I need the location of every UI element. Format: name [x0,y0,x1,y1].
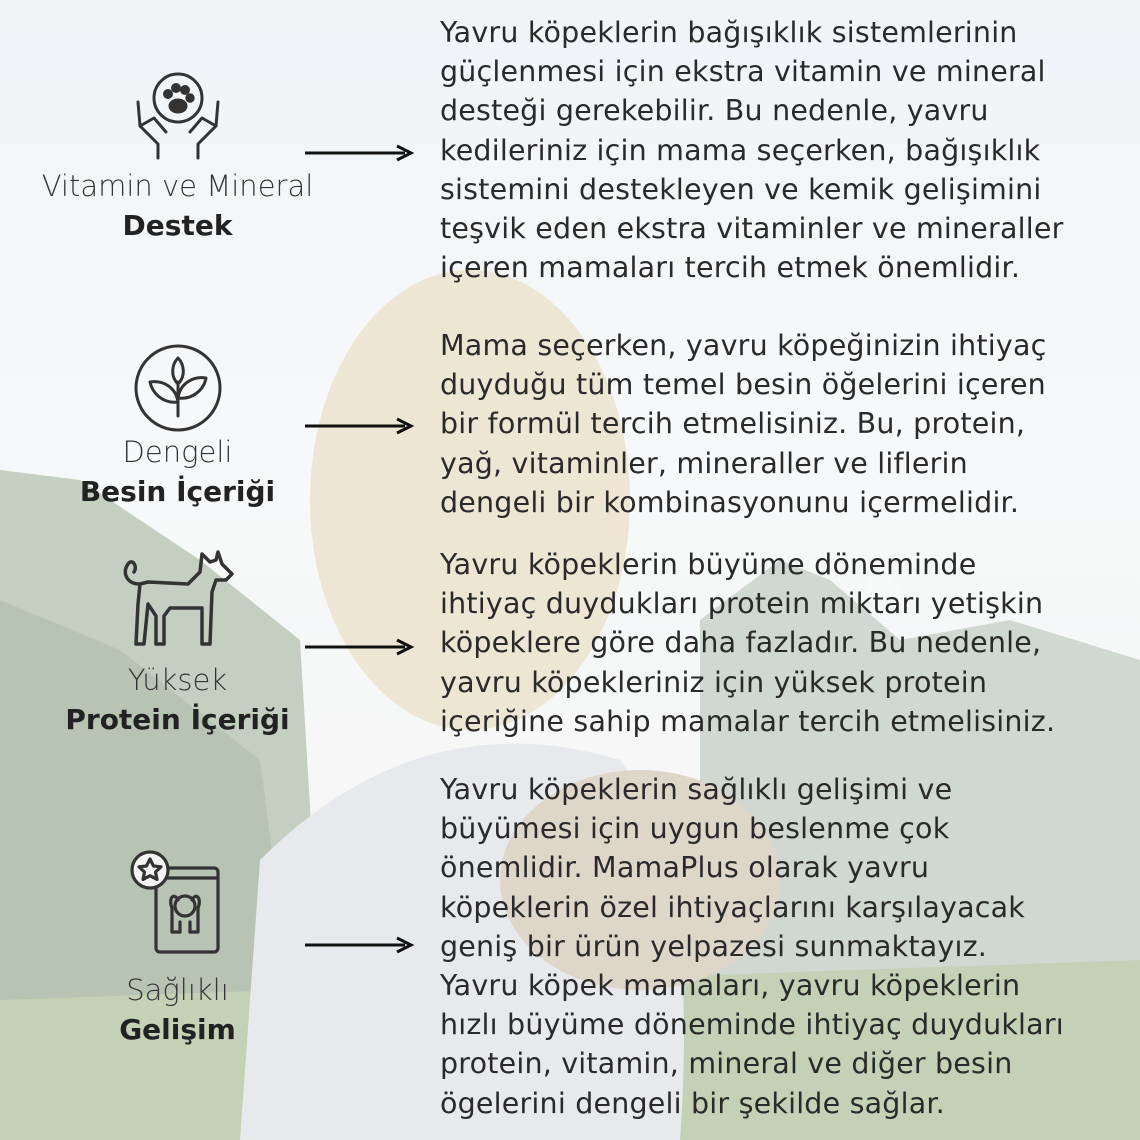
description-line: sistemini destekleyen ve kemik gelişimini [440,172,1042,206]
description-line: kedileriniz için mama seçerken, bağışıklık [440,133,1041,167]
feature-description [440,326,1120,522]
description-line: güçlenmesi için ekstra vitamin ve mineral [440,55,1046,89]
description-line: bir formül tercih etmelisiniz. Bu, protein, [440,407,1026,441]
feature-description [440,13,1120,287]
description-line: Yavru köpek mamaları, yavru köpeklerin [440,969,1021,1003]
feature-label-light: Dengeli [122,435,233,469]
arrow-right-icon [305,416,415,436]
dog-silhouette-icon [118,544,238,654]
feature-description [440,545,1120,741]
description-line: geniş bir ürün yelpazesi sunmaktayız. [440,929,988,963]
description-line: içeren mamaları tercih etmek önemlidir. [440,251,1021,285]
description-line: içeriğine sahip mamalar tercih etmelisiniz. [440,704,1056,738]
description-line: hızlı büyüme döneminde ihtiyaç duydukları [440,1008,1064,1042]
feature-label-bold: Destek [122,209,233,242]
paw-in-hands-icon [132,62,224,162]
description-line: ihtiyaç duydukları protein miktarı yetişkin [440,587,1044,621]
description-line: yavru köpekleriniz için yüksek protein [440,665,988,699]
description-line: yağ, vitaminler, mineraller ve liflerin [440,446,968,480]
description-line: Yavru köpeklerin bağışıklık sistemlerinin [440,16,1018,49]
description-line: Yavru köpeklerin büyüme döneminde [440,548,977,581]
description-line: Mama seçerken, yavru köpeğinizin ihtiyaç [440,329,1047,362]
arrow-right-icon [305,143,415,163]
description-line: köpeklerin özel ihtiyaçlarını karşılayacak [440,890,1026,924]
feature-label-light: Sağlıklı [126,973,229,1007]
feature-label-bold: Besin İçeriği [79,475,276,508]
description-line: önemlidir. MamaPlus olarak yavru [440,851,930,885]
description-line: dengeli bir kombinasyonunu içermelidir. [440,485,1020,519]
feature-description [440,770,1120,1123]
feature-label-light: Yüksek [127,663,228,697]
description-line: protein, vitamin, mineral ve diğer besin [440,1047,1013,1081]
description-line: ögelerini dengeli bir şekilde sağlar. [440,1086,945,1120]
description-line: teşvik eden ekstra vitaminler ve mineraller [440,212,1064,246]
leaf-circle-icon [132,342,224,434]
arrow-right-icon [305,935,415,955]
feature-label-bold: Gelişim [119,1013,236,1046]
feature-label-bold: Protein İçeriği [65,703,290,736]
description-line: köpeklere göre daha fazladır. Bu nedenle, [440,626,1042,660]
feature-label-light: Vitamin ve Mineral [41,169,314,203]
dog-food-bag-star-icon [128,848,228,960]
arrow-right-icon [305,637,415,657]
description-line: desteği gerekebilir. Bu nedenle, yavru [440,94,989,128]
description-line: Yavru köpeklerin sağlıklı gelişimi ve [440,773,953,806]
description-line: büyümesi için uygun beslenme çok [440,812,950,846]
description-line: duyduğu tüm temel besin öğelerini içeren [440,368,1046,402]
